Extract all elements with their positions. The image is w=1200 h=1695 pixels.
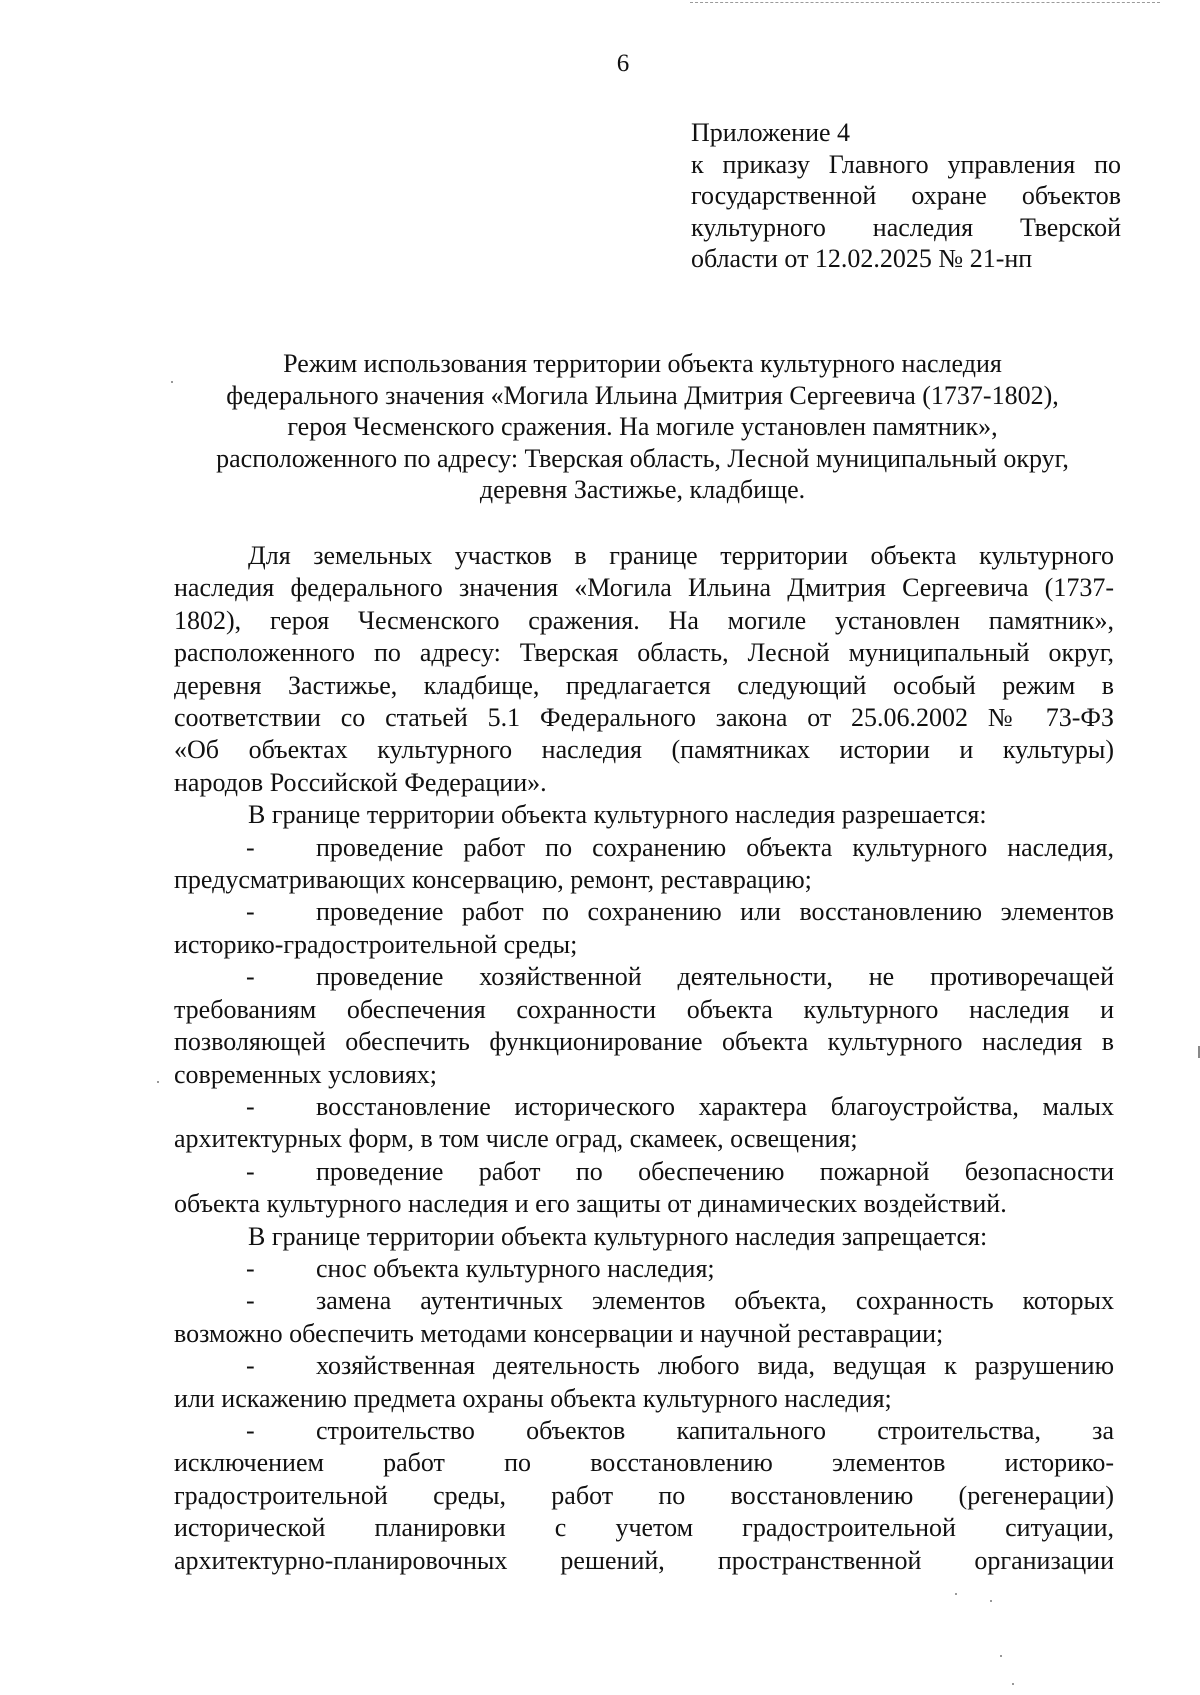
- list-item-text: проведение хозяйственной деятельности, не противоречащей: [316, 962, 1114, 992]
- list-item: [174, 961, 1114, 993]
- list-dash: -: [246, 1253, 255, 1283]
- list-item-text: восстановление исторического характера благоустройства, малых: [316, 1091, 1114, 1121]
- list-item-text: возможно обеспечить методами консервации и научной реставрации;: [174, 1318, 944, 1348]
- list-item: [174, 896, 1114, 928]
- scan-speck: [990, 1600, 992, 1602]
- scan-edge-line: [690, 2, 1160, 3]
- page-number: 6: [616, 50, 630, 77]
- list-item-text: хозяйственная деятельность любого вида, ведущая к разрушению: [316, 1351, 1114, 1381]
- title-line: федерального значения «Могила Ильина Дмитрия Сергеевича (1737-1802),: [226, 380, 1059, 410]
- intro-line: Для земельных участков в границе территории объекта культурного: [248, 541, 1114, 570]
- list-item: [174, 1253, 1114, 1285]
- appendix-header: [691, 117, 1121, 275]
- intro-line: «Об объектах культурного наследия (памятниках истории и культуры): [174, 735, 1114, 765]
- list-dash: -: [246, 832, 255, 862]
- title-line: Режим использования территории объекта культурного наследия: [283, 349, 1002, 378]
- prohibited-heading: В границе территории объекта культурного наследия запрещается:: [248, 1221, 988, 1251]
- list-item-text: современных условиях;: [174, 1059, 438, 1089]
- intro-line: наследия федерального значения «Могила Ильина Дмитрия Сергеевича (1737-: [174, 573, 1114, 603]
- list-item-text: проведение работ по сохранению или восстановлению элементов: [316, 897, 1114, 927]
- list-item-text: архитектурно-планировочных решений, пространственной организации: [174, 1545, 1114, 1575]
- appendix-line: Приложение 4: [691, 118, 851, 147]
- list-item: [174, 1415, 1114, 1447]
- document-title: [160, 348, 1125, 506]
- list-item-text: позволяющей обеспечить функционирование объекта культурного наследия в: [174, 1027, 1114, 1057]
- list-item: [174, 1350, 1114, 1382]
- list-dash: -: [246, 897, 255, 927]
- scan-speck: [157, 1081, 159, 1083]
- list-dash: -: [246, 1091, 255, 1121]
- list-dash: -: [246, 1351, 255, 1381]
- appendix-line: культурного наследия Тверской: [691, 212, 1121, 242]
- list-item: [174, 1285, 1114, 1317]
- appendix-line: государственной охране объектов: [691, 181, 1121, 210]
- intro-line: деревня Застижье, кладбище, предлагается следующий особый режим в: [174, 670, 1114, 700]
- list-dash: -: [246, 962, 255, 992]
- list-item-text: объекта культурного наследия и его защиты от динамических воздействий.: [174, 1189, 1007, 1219]
- list-item-text: требованиям обеспечения сохранности объекта культурного наследия и: [174, 994, 1114, 1024]
- list-item-text: градостроительной среды, работ по восстановлению (регенерации): [174, 1480, 1114, 1510]
- list-item-text: или искажению предмета охраны объекта культурного наследия;: [174, 1383, 892, 1413]
- list-item-text: предусматривающих консервацию, ремонт, реставрацию;: [174, 865, 812, 895]
- list-item-text: историко-градостроительной среды;: [174, 929, 578, 959]
- list-dash: -: [246, 1286, 255, 1316]
- appendix-line: к приказу Главного управления по: [691, 149, 1121, 179]
- list-item-text: строительство объектов капитального строительства, за: [316, 1415, 1114, 1445]
- list-item: [174, 1091, 1114, 1123]
- intro-line: народов Российской Федерации».: [174, 767, 547, 797]
- scan-speck: [955, 1593, 957, 1595]
- list-item-text: проведение работ по сохранению объекта культурного наследия,: [316, 832, 1114, 862]
- list-item: [174, 1156, 1114, 1188]
- list-item-text: замена аутентичных элементов объекта, сохранность которых: [316, 1286, 1114, 1316]
- scan-speck: [171, 381, 173, 383]
- list-dash: -: [246, 1415, 255, 1445]
- intro-line: 1802), героя Чесменского сражения. На могиле установлен памятник»,: [174, 605, 1114, 635]
- document-body: [174, 540, 1114, 1577]
- list-item-text: исторической планировки с учетом градостроительной ситуации,: [174, 1513, 1114, 1543]
- appendix-line: области от 12.02.2025 № 21-нп: [691, 244, 1033, 273]
- title-line: расположенного по адресу: Тверская область, Лесной муниципальный округ,: [216, 443, 1069, 473]
- list-item-text: снос объекта культурного наследия;: [316, 1253, 715, 1283]
- list-item: [174, 832, 1114, 864]
- allowed-heading: В границе территории объекта культурного наследия разрешается:: [248, 800, 987, 830]
- list-dash: -: [246, 1156, 255, 1186]
- scan-speck: [1000, 1655, 1002, 1657]
- list-item-text: исключением работ по восстановлению элементов историко-: [174, 1448, 1114, 1478]
- title-line: героя Чесменского сражения. На могиле установлен памятник»,: [287, 412, 998, 441]
- intro-line: соответствии со статьей 5.1 Федерального закона от 25.06.2002 № 73-ФЗ: [174, 703, 1114, 733]
- title-line: деревня Застижье, кладбище.: [479, 475, 806, 504]
- intro-line: расположенного по адресу: Тверская область, Лесной муниципальный округ,: [174, 638, 1114, 668]
- list-item-text: архитектурных форм, в том числе оград, скамеек, освещения;: [174, 1124, 858, 1154]
- list-item-text: проведение работ по обеспечению пожарной безопасности: [316, 1156, 1114, 1186]
- scan-speck: [1012, 1683, 1014, 1685]
